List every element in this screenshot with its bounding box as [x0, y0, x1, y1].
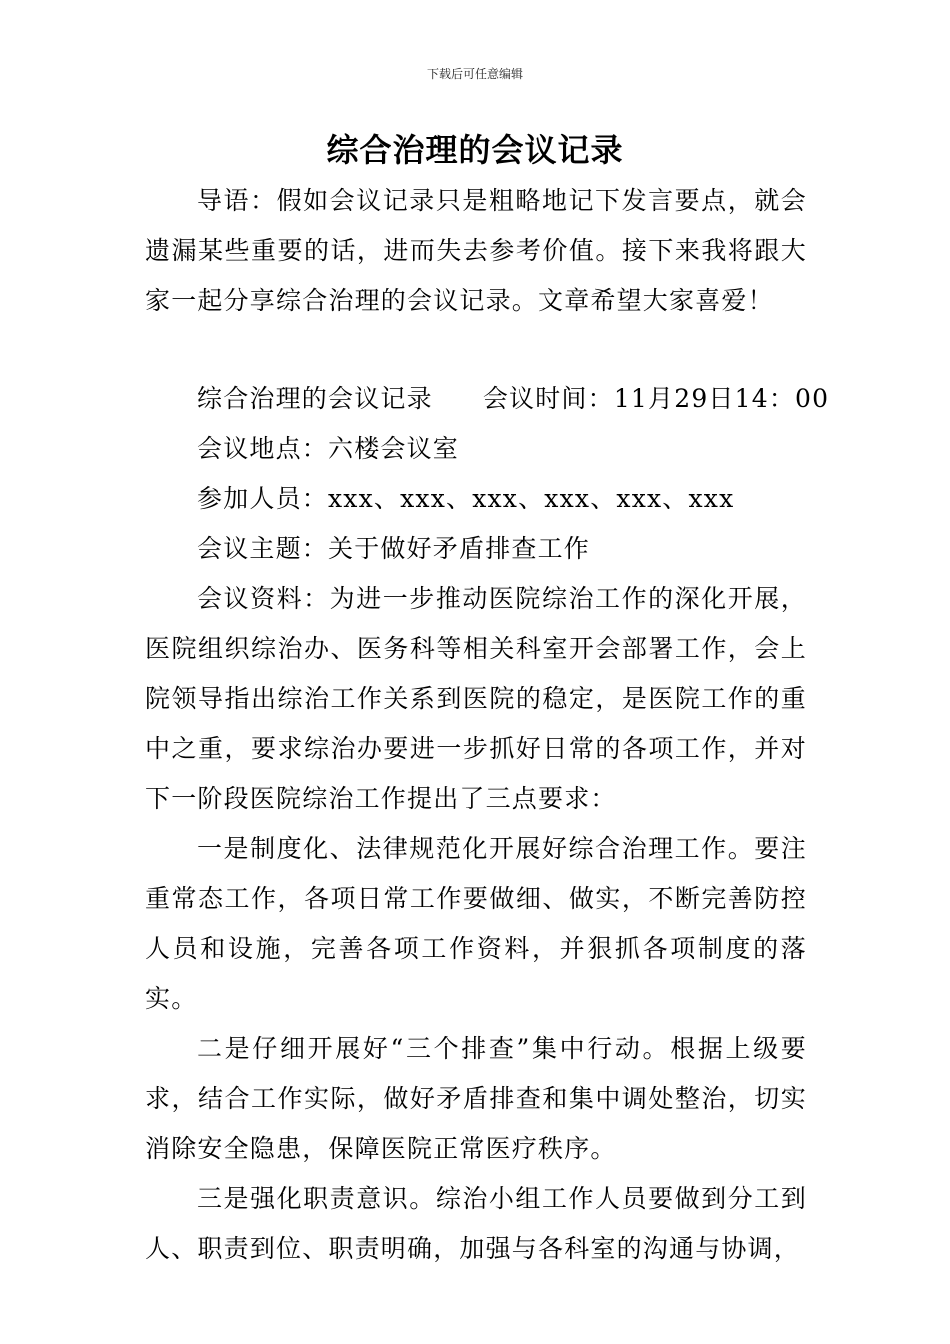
record-title: 综合治理的会议记录 [197, 384, 433, 413]
intro-section [145, 176, 807, 326]
record-heading-line [145, 374, 830, 424]
meeting-material-paragraph: 会议资料：为进一步推动医院综治工作的深化开展，医院组织综治办、医务科等相关科室开会部署工作，会上院领导指出综治工作关系到医院的稳定，是医院工作的重中之重，要求综治办要进一步抓好日常的各项工作，并对下一阶段医院综治工作提出了三点要求： [145, 584, 807, 813]
requirement-point-3: 三是强化职责意识。综治小组工作人员要做到分工到人、职责到位、职责明确，加强与各科室的沟通与协调， [145, 1184, 807, 1263]
page-header-note: 下载后可任意编辑 [426, 67, 523, 81]
meeting-attendees: 参加人员：xxx、xxx、xxx、xxx、xxx、xxx [197, 484, 735, 513]
intro-paragraph: 导语：假如会议记录只是粗略地记下发言要点，就会遗漏某些重要的话，进而失去参考价值。接下来我将跟大家一起分享综合治理的会议记录。文章希望大家喜爱！ [145, 186, 807, 315]
meeting-topic: 会议主题：关于做好矛盾排查工作 [197, 534, 591, 563]
meeting-time: 会议时间：11月29日14：00 [482, 384, 830, 413]
requirement-point-2: 二是仔细开展好“三个排查”集中行动。根据上级要求，结合工作实际，做好矛盾排查和集中调处整治，切实消除安全隐患，保障医院正常医疗秩序。 [145, 1034, 807, 1163]
requirement-point-1: 一是制度化、法律规范化开展好综合治理工作。要注重常态工作，各项日常工作要做细、做实，不断完善防控人员和设施，完善各项工作资料，并狠抓各项制度的落实。 [145, 834, 807, 1013]
meeting-record-section [145, 374, 830, 1274]
document-title: 综合治理的会议记录 [326, 131, 624, 169]
meeting-place: 会议地点：六楼会议室 [197, 434, 460, 463]
